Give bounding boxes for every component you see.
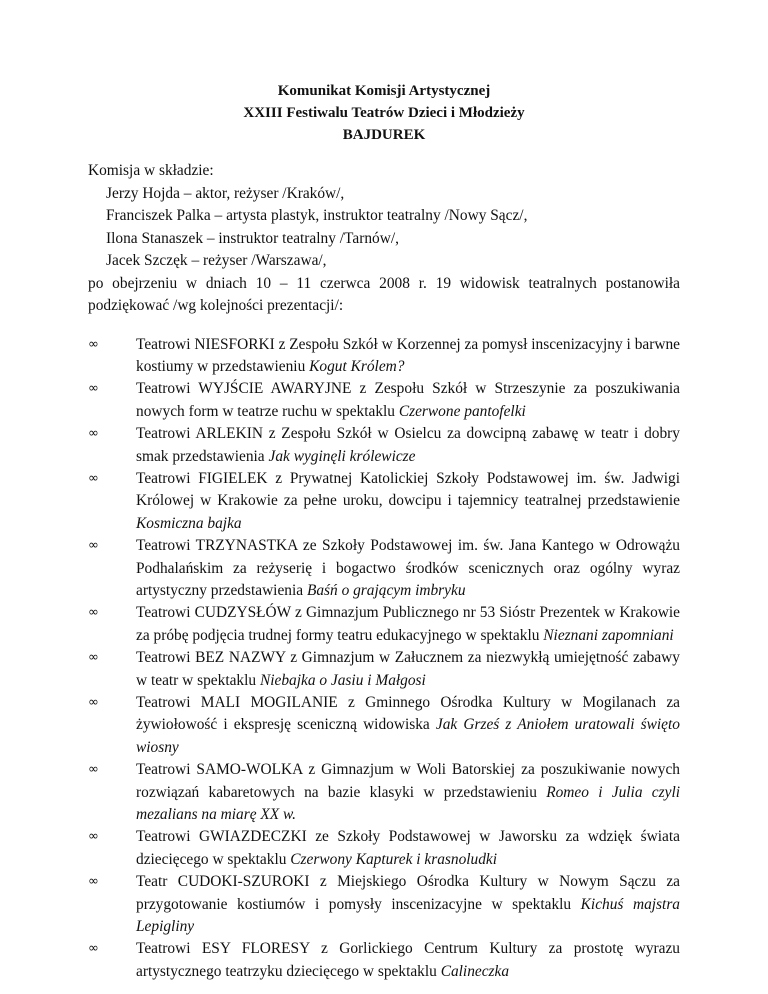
list-item	[88, 535, 680, 602]
jury-member: Franciszek Palka – artysta plastyk, instruktor teatralny /Nowy Sącz/,	[106, 207, 528, 224]
award-text: Teatrowi GWIAZDECZKI ze Szkoły Podstawowej w Jaworsku za wdzięk świata dziecięcego w spektaklu	[136, 828, 680, 868]
infinity-bullet-icon: ∞	[88, 605, 99, 621]
award-text: Teatrowi MALI MOGILANIE z Gminnego Ośrodka Kultury w Mogilanach za żywiołowość i ekspresję sceniczną widowiska	[136, 694, 680, 734]
award-text: Teatrowi CUDZYSŁÓW z Gimnazjum Publicznego nr 53 Sióstr Prezentek w Krakowie za próbę podjęcia trudnej formy teatru edukacyjnego w spektaklu	[136, 604, 680, 644]
performance-title: Czerwone pantofelki	[398, 402, 526, 420]
infinity-bullet-icon: ∞	[88, 470, 99, 486]
performance-title: Kogut Królem?	[309, 357, 405, 375]
infinity-bullet-icon: ∞	[88, 381, 99, 397]
award-text: Teatrowi TRZYNASTKA ze Szkoły Podstawowej im. św. Jana Kantego w Odrowążu Podhalańskim za reżyserię i bogactwo środków scenicznych oraz ogólny wyraz artystyczny przedstawienia	[136, 537, 680, 599]
title-line-2: XXIII Festiwalu Teatrów Dzieci i Młodzieży	[243, 105, 525, 121]
title-line-1: Komunikat Komisji Artystycznej	[277, 83, 491, 99]
jury-statement: po obejrzeniu w dniach 10 – 11 czerwca 2008 r. 19 widowisk teatralnych postanowiła podziękować /wg kolejności prezentacji/:	[88, 274, 680, 314]
performance-title: Calineczka	[440, 962, 510, 980]
performance-title: Jak wyginęli królewicze	[268, 447, 416, 465]
list-item	[88, 938, 680, 983]
jury-section	[88, 160, 680, 318]
performance-title: Nieznani zapomniani	[543, 626, 674, 644]
infinity-bullet-icon: ∞	[88, 650, 99, 666]
list-item	[88, 692, 680, 759]
performance-title: Kosmiczna bajka	[136, 514, 242, 532]
list-item	[88, 826, 680, 871]
list-item	[88, 468, 680, 535]
award-text: Teatrowi ARLEKIN z Zespołu Szkół w Osielcu za dowcipną zabawę w teatr i dobry smak przedstawienia	[136, 425, 680, 465]
infinity-bullet-icon: ∞	[88, 538, 99, 554]
list-item	[88, 378, 680, 423]
list-item	[88, 647, 680, 692]
title-line-3: BAJDUREK	[342, 127, 426, 143]
infinity-bullet-icon: ∞	[88, 426, 99, 442]
performance-title: Baśń o grającym imbryku	[306, 581, 466, 599]
performance-title: Jak Grześ z Aniołem uratowali święto wiosny	[136, 716, 680, 756]
infinity-bullet-icon: ∞	[88, 941, 99, 957]
list-item	[88, 334, 680, 379]
awards-list	[88, 334, 680, 984]
award-text: Teatrowi NIESFORKI z Zespołu Szkół w Korzennej za pomysł inscenizacyjny i barwne kostiumy w przedstawieniu	[136, 335, 680, 375]
list-item	[88, 423, 680, 468]
jury-intro: Komisja w składzie:	[88, 162, 214, 179]
performance-title: Romeo i Julia czyli mezalians na miarę XX w.	[136, 783, 680, 824]
award-text: Teatrowi WYJŚCIE AWARYJNE z Zespołu Szkół w Strzeszynie za poszukiwania nowych form w teatrze ruchu w spektaklu	[136, 380, 680, 420]
award-text: Teatrowi ESY FLORESY z Gorlickiego Centrum Kultury za prostotę wyrazu artystycznego teatrzyku dziecięcego w spektaklu	[136, 940, 680, 980]
infinity-bullet-icon: ∞	[88, 874, 99, 890]
award-text: Teatrowi BEZ NAZWY z Gimnazjum w Załucznem za niezwykłą umiejętność zabawy w teatr w spektaklu	[136, 649, 680, 689]
list-item	[88, 871, 680, 938]
performance-title: Niebajka o Jasiu i Małgosi	[259, 671, 426, 689]
performance-title: Czerwony Kapturek i krasnoludki	[290, 850, 498, 868]
award-text: Teatrowi FIGIELEK z Prywatnej Katolickiej Szkoły Podstawowej im. św. Jadwigi Królowej w Krakowie za pełne uroku, dowcipu i tajemnicy teatralnej przedstawienie	[136, 469, 680, 510]
infinity-bullet-icon: ∞	[88, 336, 99, 352]
award-text: Teatr CUDOKI-SZUROKI z Miejskiego Ośrodka Kultury w Nowym Sączu za przygotowanie kostiumów i pomysły inscenizacyjne w spektaklu	[136, 873, 680, 913]
list-item	[88, 602, 680, 647]
jury-member: Ilona Stanaszek – instruktor teatralny /Tarnów/,	[106, 229, 399, 247]
infinity-bullet-icon: ∞	[88, 695, 99, 710]
document-page	[88, 80, 680, 983]
infinity-bullet-icon: ∞	[88, 762, 99, 778]
performance-title: Kichuś majstra Lepigliny	[136, 895, 681, 936]
list-item	[88, 759, 680, 826]
award-text: Teatrowi SAMO-WOLKA z Gimnazjum w Woli Batorskiej za poszukiwanie nowych rozwiązań kabaretowych na bazie klasyki w przedstawieniu	[136, 761, 680, 801]
jury-member: Jacek Szczęk – reżyser /Warszawa/,	[106, 252, 327, 269]
infinity-bullet-icon: ∞	[88, 829, 99, 845]
document-title	[88, 80, 680, 146]
jury-member: Jerzy Hojda – aktor, reżyser /Kraków/,	[106, 184, 345, 202]
